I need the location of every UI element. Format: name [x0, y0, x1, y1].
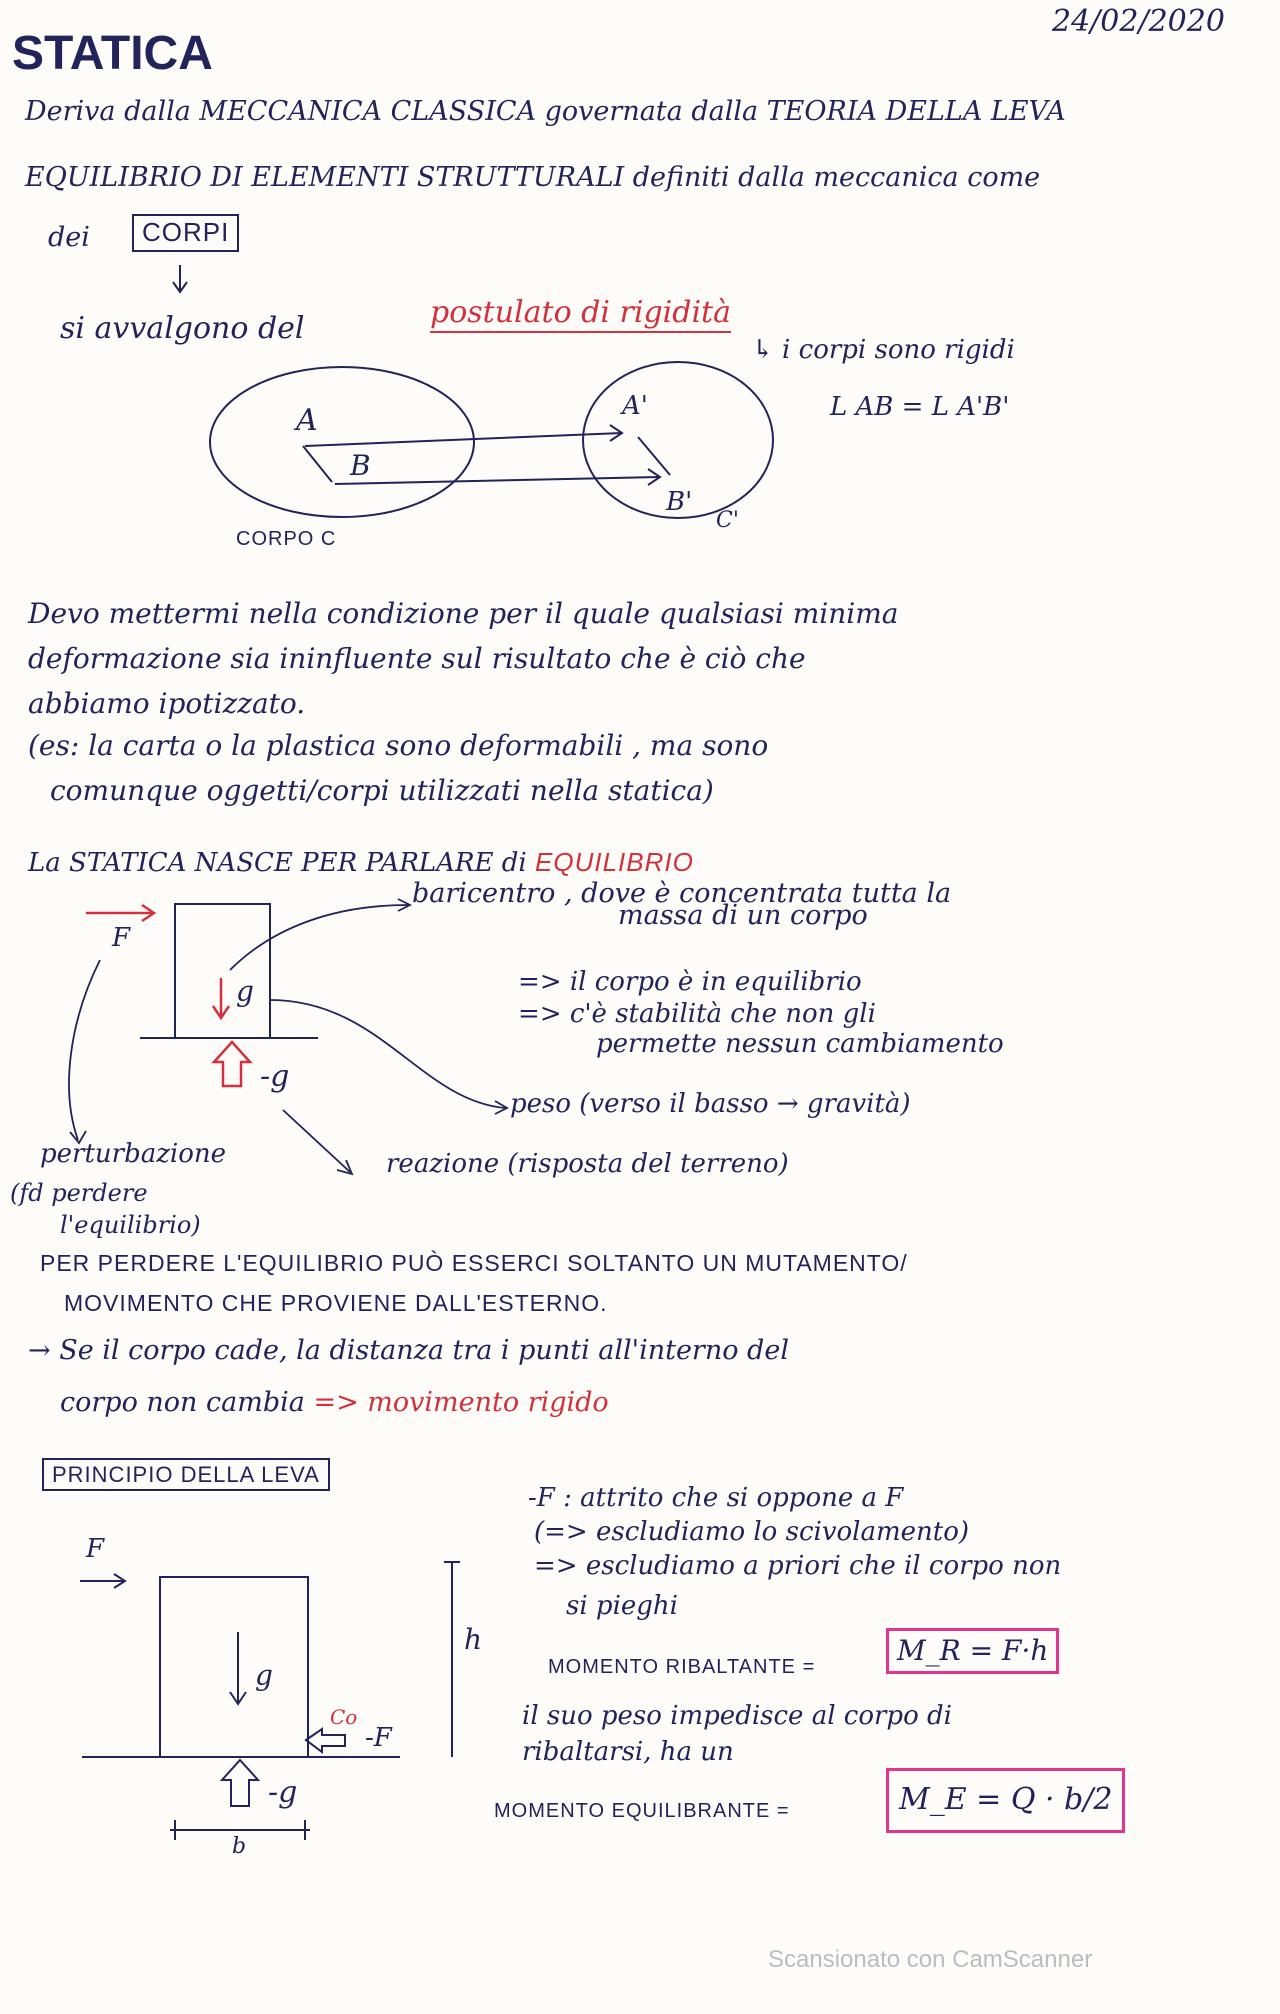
point-a-prime-label: A': [622, 391, 648, 421]
pointer-barycenter: [230, 905, 408, 970]
pointer-perturbation: [69, 960, 100, 1140]
point-b-prime-label: B': [666, 487, 693, 517]
implication-2: => c'è stabilità che non gli: [518, 999, 876, 1029]
point-a-label: A: [296, 403, 318, 438]
segment-ab: [303, 446, 332, 482]
lever-note-1: -F : attrito che si oppone a F: [528, 1483, 904, 1513]
date: 24/02/2020: [1052, 4, 1225, 39]
paragraph-line-2: deformazione sia ininfluente sul risultato che è ciò che: [28, 642, 806, 675]
perturbation-line-3: l'equilibrio): [60, 1211, 201, 1239]
lose-line-2: MOVIMENTO CHE PROVIENE DALL'ESTERNO.: [64, 1290, 608, 1316]
balancing-moment-formula: M_E = Q · b/2: [886, 1768, 1125, 1833]
lose-line-4: [60, 1387, 609, 1418]
pointer-weight: [270, 1000, 505, 1108]
implication-3: permette nessun cambiamento: [596, 1029, 1004, 1059]
translation-arrow-b: [335, 477, 660, 484]
reaction-g-label-2: -g: [268, 1775, 298, 1810]
reaction-arrow-2: [222, 1760, 258, 1806]
barycenter-line-2: massa di un corpo: [618, 900, 868, 931]
reaction-g-label-1: -g: [260, 1059, 290, 1094]
force-f-label-2: F: [86, 1534, 105, 1564]
overturning-moment-formula: M_R = F·h: [886, 1628, 1059, 1674]
paragraph-line-3: abbiamo ipotizzato.: [28, 687, 306, 720]
rigidity-note: ↳ i corpi sono rigidi: [752, 335, 1015, 365]
paragraph-line-1: Devo mettermi nella condizione per il quale qualsiasi minima: [28, 597, 899, 630]
moment-co-label: Co: [330, 1705, 358, 1729]
balancing-moment-label: MOMENTO EQUILIBRANTE =: [494, 1800, 790, 1822]
lose-line-1: PER PERDERE L'EQUILIBRIO PUÒ ESSERCI SOLTANTO UN MUTAMENTO/: [40, 1250, 908, 1276]
lever-note-4: si pieghi: [566, 1591, 678, 1621]
body-c-shape: [210, 367, 474, 517]
intro-line-1: Deriva dalla MECCANICA CLASSICA governata dalla TEORIA DELLA LEVA: [25, 96, 1066, 127]
weight-g-label-1: g: [236, 975, 254, 1008]
force-f-label-1: F: [112, 923, 131, 953]
rigidity-formula: L AB = L A'B': [830, 392, 1010, 422]
pointer-reaction: [283, 1110, 350, 1172]
paragraph-line-4: (es: la carta o la plastica sono deformabili , ma sono: [28, 729, 769, 762]
segment-a-b-prime: [638, 437, 670, 475]
lose-line-4-prefix: corpo non cambia: [60, 1387, 305, 1418]
lever-note-2: (=> escludiamo lo scivolamento): [534, 1517, 970, 1547]
point-b-label: B: [350, 449, 371, 482]
base-label: b: [232, 1834, 247, 1859]
reaction-arrow-1: [214, 1042, 250, 1086]
body-c-prime-label: C': [716, 508, 739, 533]
page-title: STATICA: [12, 27, 213, 80]
corpi-box: CORPI: [132, 214, 239, 252]
lever-note-3: => escludiamo a priori che il corpo non: [534, 1551, 1062, 1581]
height-label: h: [464, 1623, 483, 1656]
equilibrium-highlight: EQUILIBRIO: [535, 847, 694, 877]
translation-arrow-a: [305, 433, 622, 446]
body-c-label: CORPO C: [236, 528, 337, 550]
barycenter-line-1: baricentro , dove è concentrata tutta la: [412, 878, 952, 909]
lever-note-5: il suo peso impedisce al corpo di: [522, 1701, 952, 1731]
intro-line-2: EQUILIBRIO DI ELEMENTI STRUTTURALI definiti dalla meccanica come: [25, 162, 1041, 193]
implication-1: => il corpo è in equilibrio: [518, 967, 862, 997]
friction-label: -F: [365, 1723, 392, 1753]
intro-line-3-prefix: dei: [48, 222, 90, 253]
perturbation-line-2: (fd perdere: [10, 1179, 148, 1207]
block-2: [160, 1577, 308, 1757]
paragraph-line-5: comunque oggetti/corpi utilizzati nella statica): [50, 774, 714, 807]
overturning-moment-label: MOMENTO RIBALTANTE =: [548, 1656, 816, 1678]
lever-principle-box: PRINCIPIO DELLA LEVA: [42, 1458, 330, 1491]
weight-description: peso (verso il basso → gravità): [510, 1089, 911, 1119]
rigidity-postulate: postulato di rigidità: [430, 296, 731, 333]
lever-note-6: ribaltarsi, ha un: [522, 1737, 734, 1767]
perturbation-line-1: perturbazione: [40, 1139, 227, 1169]
rigidity-prefix: si avvalgono del: [60, 311, 305, 346]
friction-arrow: [306, 1729, 345, 1752]
reaction-description: reazione (risposta del terreno): [386, 1149, 789, 1179]
weight-g-label-2: g: [255, 1659, 273, 1692]
lose-line-3: → Se il corpo cade, la distanza tra i punti all'interno del: [28, 1335, 789, 1366]
camscanner-watermark: Scansionato con CamScanner: [768, 1946, 1093, 1973]
equilibrium-prefix: La STATICA NASCE PER PARLARE di: [28, 848, 527, 878]
rigid-motion: => movimento rigido: [313, 1387, 609, 1418]
equilibrium-intro: [28, 848, 694, 879]
